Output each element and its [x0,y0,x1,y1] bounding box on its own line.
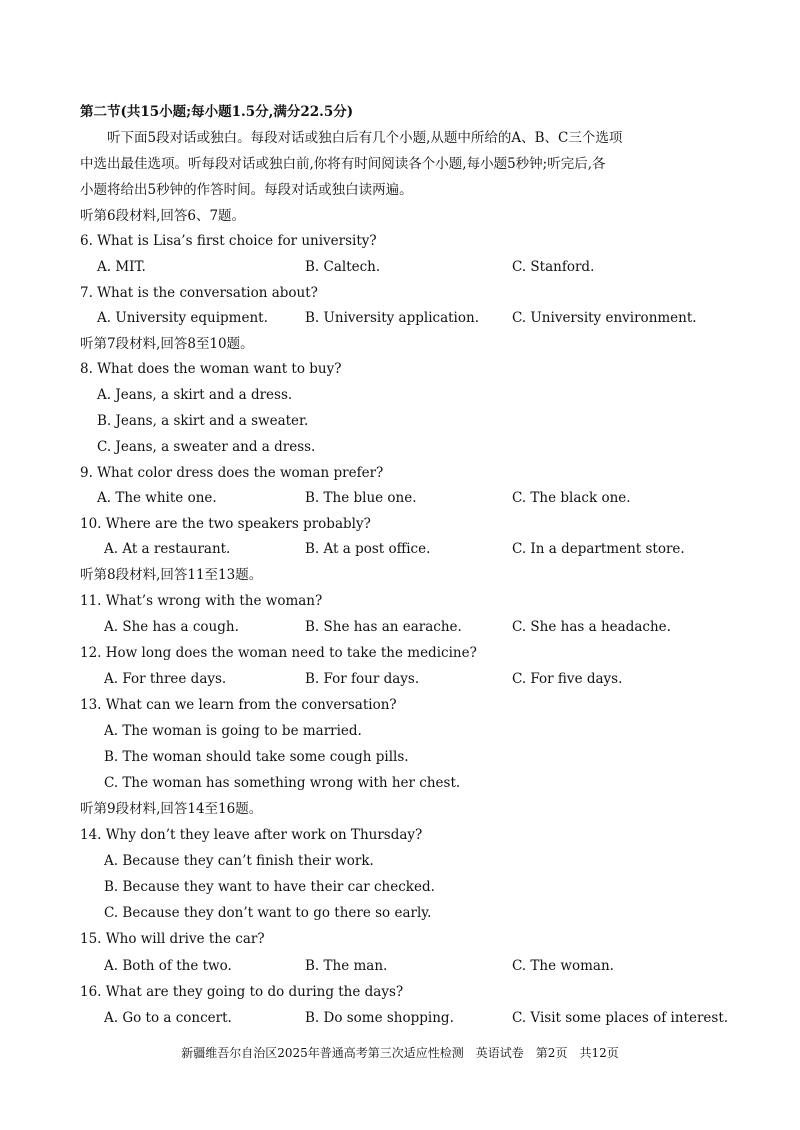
question-12-option-a: A. For three days. [104,671,227,687]
material-6-heading: 听第6段材料,回答6、7题。 [80,208,246,224]
question-10-option-c: C. In a department store. [512,541,685,557]
question-11-option-c: C. She has a headache. [512,619,671,635]
question-10-option-b: B. At a post office. [305,541,431,557]
question-14-stem: 14. Why don’t they leave after work on Thursday? [80,827,423,843]
question-9-stem: 9. What color dress does the woman prefer? [80,465,384,481]
question-8-option-b: B. Jeans, a skirt and a sweater. [97,413,309,429]
question-8-stem: 8. What does the woman want to buy? [80,361,342,377]
question-12-option-b: B. For four days. [305,671,420,687]
question-13-option-c: C. The woman has something wrong with her chest. [104,775,461,791]
question-14-option-c: C. Because they don’t want to go there so early. [104,905,432,921]
question-13-option-a: A. The woman is going to be married. [104,723,362,739]
question-16-stem: 16. What are they going to do during the days? [80,984,404,1000]
instructions-line-1: 听下面5段对话或独白。每段对话或独白后有几个小题,从题中所给的A、B、C三个选项 [107,130,623,146]
question-7-stem: 7. What is the conversation about? [80,285,318,301]
question-15-option-b: B. The man. [305,958,388,974]
question-13-option-b: B. The woman should take some cough pills. [104,749,409,765]
question-10-option-a: A. At a restaurant. [104,541,231,557]
question-6-stem: 6. What is Lisa’s first choice for university? [80,233,377,249]
question-13-stem: 13. What can we learn from the conversation? [80,697,397,713]
question-7-option-c: C. University environment. [512,310,697,326]
question-9-option-a: A. The white one. [97,490,217,506]
instructions-line-2: 中选出最佳选项。听每段对话或独白前,你将有时间阅读各个小题,每小题5秒钟;听完后,各 [80,156,606,172]
question-9-option-c: C. The black one. [512,490,631,506]
question-14-option-a: A. Because they can’t finish their work. [104,853,374,869]
question-12-stem: 12. How long does the woman need to take the medicine? [80,645,477,661]
question-15-option-c: C. The woman. [512,958,614,974]
question-15-option-a: A. Both of the two. [104,958,232,974]
page-footer: 新疆维吾尔自治区2025年普通高考第三次适应性检测 英语试卷 第2页 共12页 [181,1046,619,1060]
question-6-option-b: B. Caltech. [305,259,381,275]
question-7-option-a: A. University equipment. [97,310,268,326]
question-8-option-a: A. Jeans, a skirt and a dress. [97,387,293,403]
question-6-option-c: C. Stanford. [512,259,595,275]
material-9-heading: 听第9段材料,回答14至16题。 [80,801,263,817]
section-header: 第二节(共15小题;每小题1.5分,满分22.5分) [80,104,354,120]
question-16-option-a: A. Go to a concert. [104,1010,232,1026]
question-15-stem: 15. Who will drive the car? [80,931,265,947]
question-11-stem: 11. What’s wrong with the woman? [80,593,323,609]
question-11-option-b: B. She has an earache. [305,619,462,635]
question-16-option-c: C. Visit some places of interest. [512,1010,729,1026]
question-6-option-a: A. MIT. [97,259,146,275]
question-14-option-b: B. Because they want to have their car checked. [104,879,435,895]
question-7-option-b: B. University application. [305,310,479,326]
question-10-stem: 10. Where are the two speakers probably? [80,516,371,532]
question-16-option-b: B. Do some shopping. [305,1010,454,1026]
material-8-heading: 听第8段材料,回答11至13题。 [80,567,263,583]
question-9-option-b: B. The blue one. [305,490,417,506]
question-11-option-a: A. She has a cough. [104,619,239,635]
question-12-option-c: C. For five days. [512,671,623,687]
question-8-option-c: C. Jeans, a sweater and a dress. [97,439,316,455]
instructions-line-3: 小题将给出5秒钟的作答时间。每段对话或独白读两遍。 [80,182,413,198]
material-7-heading: 听第7段材料,回答8至10题。 [80,336,254,352]
